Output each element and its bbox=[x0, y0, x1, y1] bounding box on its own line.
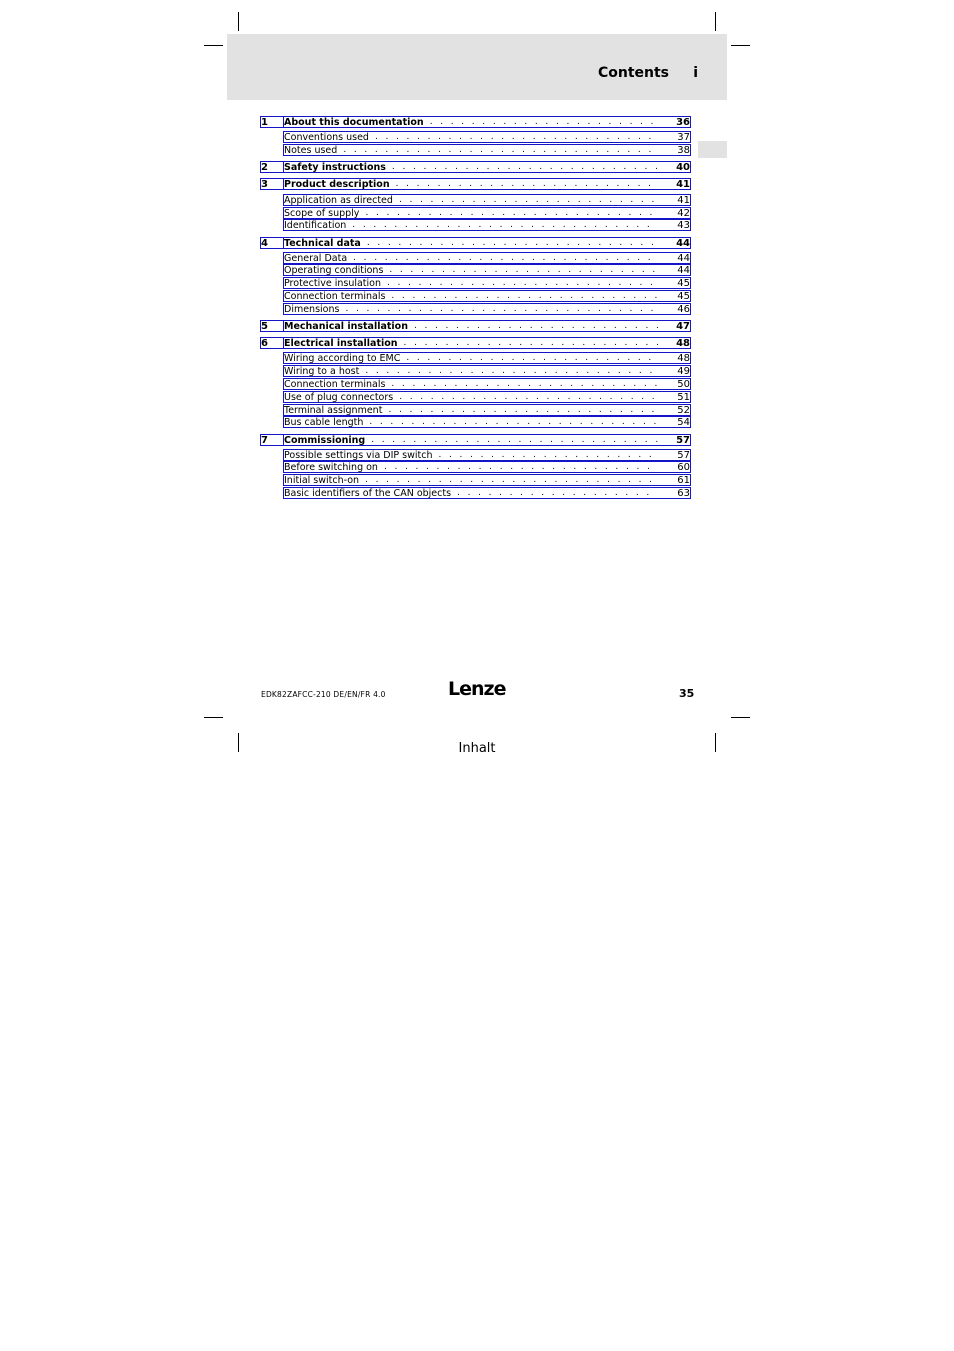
toc-page-number: 46 bbox=[677, 304, 690, 315]
dot-leader: . . . . . . . . . . . . . . . . . . . . . . . . . . bbox=[387, 278, 656, 288]
toc-page-number: 49 bbox=[677, 366, 690, 377]
crop-mark bbox=[731, 717, 750, 718]
toc-page-number: 54 bbox=[677, 417, 690, 428]
dot-leader: . . . . . . . . . . . . . . . . . . . . . . . . . . bbox=[389, 265, 658, 275]
toc-page-number: 61 bbox=[677, 475, 690, 486]
toc-entry-title: Wiring to a host bbox=[284, 366, 360, 377]
toc-entry-title: Scope of supply bbox=[284, 208, 360, 219]
dot-leader: . . . . . . . . . . . . . . . . . . . . . . . . . . bbox=[391, 162, 661, 172]
chapter-number: 4 bbox=[261, 238, 268, 249]
chapter-number: 3 bbox=[261, 179, 268, 190]
toc-entry-title: Operating conditions bbox=[284, 265, 384, 276]
dot-leader: . . . . . . . . . . . . . . . . . . . . . . . . . . . . bbox=[369, 417, 659, 427]
dot-leader: . . . . . . . . . . . . . . . . . . . . . . . . . . . . bbox=[371, 435, 661, 445]
toc-entry-title: Safety instructions bbox=[284, 162, 386, 173]
toc-page-number: 48 bbox=[677, 353, 690, 364]
dot-leader: . . . . . . . . . . . . . . . . . . . . . . . . . . . . . bbox=[352, 220, 653, 230]
toc-page-number: 48 bbox=[676, 338, 690, 349]
toc-entry-title: Before switching on bbox=[284, 462, 378, 473]
toc-page-number: 57 bbox=[676, 435, 690, 446]
toc-page-number: 63 bbox=[677, 488, 690, 499]
toc-entry-title: Terminal assignment bbox=[284, 405, 383, 416]
toc-entry-title: Commissioning bbox=[284, 435, 366, 446]
toc-entry-title: Protective insulation bbox=[284, 278, 382, 289]
dot-leader: . . . . . . . . . . . . . . . . . . . . . . . . . bbox=[399, 392, 658, 402]
toc-entry-title: Basic identifiers of the CAN objects bbox=[284, 488, 452, 499]
dot-leader: . . . . . . . . . . . . . . . . . . . . . . . . . . . . . . bbox=[343, 145, 654, 155]
toc-page-number: 42 bbox=[677, 208, 690, 219]
dot-leader: . . . . . . . . . . . . . . . . . . . . . . . . . . . . . . bbox=[345, 304, 656, 314]
toc-page-number: 43 bbox=[677, 220, 690, 231]
page-caption: Inhalt bbox=[458, 741, 496, 756]
dot-leader: . . . . . . . . . . . . . . . . . . . . . . . . . bbox=[395, 179, 654, 189]
toc-entry-title: General Data bbox=[284, 253, 348, 264]
toc-page-number: 44 bbox=[677, 265, 690, 276]
toc-entry-title: Bus cable length bbox=[284, 417, 364, 428]
crop-mark bbox=[204, 717, 223, 718]
chapter-number: 7 bbox=[261, 435, 268, 446]
toc-entry-title: Electrical installation bbox=[284, 338, 398, 349]
chapter-number: 2 bbox=[261, 162, 268, 173]
toc-entry-title: Application as directed bbox=[284, 195, 393, 206]
dot-leader: . . . . . . . . . . . . . . . . . . . . . . . . . . . . bbox=[365, 208, 655, 218]
dot-leader: . . . . . . . . . . . . . . . . . . . . . bbox=[438, 450, 655, 460]
toc-entry-title: Initial switch-on bbox=[284, 475, 360, 486]
page-number: 35 bbox=[679, 687, 695, 700]
chapter-number: 5 bbox=[261, 321, 268, 332]
toc-entry-title: Use of plug connectors bbox=[284, 392, 394, 403]
toc-entry-title: Wiring according to EMC bbox=[284, 353, 401, 364]
toc-page-number: 60 bbox=[677, 462, 690, 473]
toc-entry-title: Product description bbox=[284, 179, 390, 190]
toc-page-number: 44 bbox=[676, 238, 690, 249]
toc-page-number: 36 bbox=[676, 117, 690, 128]
toc-page-number: 52 bbox=[677, 405, 690, 416]
dot-leader: . . . . . . . . . . . . . . . . . . . . . . . . . bbox=[403, 338, 662, 348]
toc-entry-title: Connection terminals bbox=[284, 379, 386, 390]
dot-leader: . . . . . . . . . . . . . . . . . . . . . . . . . . bbox=[391, 379, 660, 389]
toc-page-number: 37 bbox=[677, 132, 690, 143]
toc-page-number: 45 bbox=[677, 278, 690, 289]
table-of-contents bbox=[0, 0, 954, 520]
dot-leader: . . . . . . . . . . . . . . . . . . . . . . . . . . bbox=[391, 291, 660, 301]
toc-page-number: 44 bbox=[677, 253, 690, 264]
toc-entry-title: Conventions used bbox=[284, 132, 369, 143]
toc-entry-title: Notes used bbox=[284, 145, 338, 156]
toc-page-number: 50 bbox=[677, 379, 690, 390]
dot-leader: . . . . . . . . . . . . . . . . . . . . . . . . . . . . . bbox=[353, 253, 654, 263]
dot-leader: . . . . . . . . . . . . . . . . . . . . . . . . . . bbox=[388, 405, 657, 415]
toc-entry-title: Mechanical installation bbox=[284, 321, 408, 332]
toc-page-number: 45 bbox=[677, 291, 690, 302]
toc-page-number: 57 bbox=[677, 450, 690, 461]
document-code: EDK82ZAFCC-210 DE/EN/FR 4.0 bbox=[261, 690, 386, 699]
toc-page-number: 40 bbox=[676, 162, 690, 173]
toc-page-number: 47 bbox=[676, 321, 690, 332]
chapter-number: 6 bbox=[261, 338, 268, 349]
info-icon: i bbox=[693, 65, 698, 81]
dot-leader: . . . . . . . . . . . . . . . . . . . . . . bbox=[429, 117, 656, 127]
lenze-logo: Lenze bbox=[448, 678, 506, 700]
chapter-number: 1 bbox=[261, 117, 268, 128]
page-title: Contents bbox=[597, 65, 669, 81]
dot-leader: . . . . . . . . . . . . . . . . . . . . . . . . . . . . bbox=[365, 475, 655, 485]
toc-entry-title: Dimensions bbox=[284, 304, 340, 315]
dot-leader: . . . . . . . . . . . . . . . . . . . . . . . . bbox=[406, 353, 654, 363]
dot-leader: . . . . . . . . . . . . . . . . . . . . . . . . . . . bbox=[374, 132, 654, 142]
dot-leader: . . . . . . . . . . . . . . . . . . . bbox=[457, 488, 652, 498]
toc-entry-title: Identification bbox=[284, 220, 347, 231]
toc-page-number: 38 bbox=[677, 145, 690, 156]
dot-leader: . . . . . . . . . . . . . . . . . . . . . . . . . . . . bbox=[366, 238, 657, 248]
toc-page-number: 41 bbox=[677, 195, 690, 206]
dot-leader: . . . . . . . . . . . . . . . . . . . . . . . . . . bbox=[383, 462, 653, 472]
toc-page-number: 41 bbox=[676, 179, 690, 190]
toc-entry-title: Technical data bbox=[284, 238, 361, 249]
toc-entry-title: About this documentation bbox=[284, 117, 424, 128]
dot-leader: . . . . . . . . . . . . . . . . . . . . . . . . . bbox=[398, 195, 657, 205]
dot-leader: . . . . . . . . . . . . . . . . . . . . . . . . bbox=[413, 321, 662, 331]
toc-entry-title: Connection terminals bbox=[284, 291, 386, 302]
toc-page-number: 51 bbox=[677, 392, 690, 403]
dot-leader: . . . . . . . . . . . . . . . . . . . . . . . . . . . . bbox=[365, 366, 655, 376]
toc-entry-title: Possible settings via DIP switch bbox=[284, 450, 433, 461]
